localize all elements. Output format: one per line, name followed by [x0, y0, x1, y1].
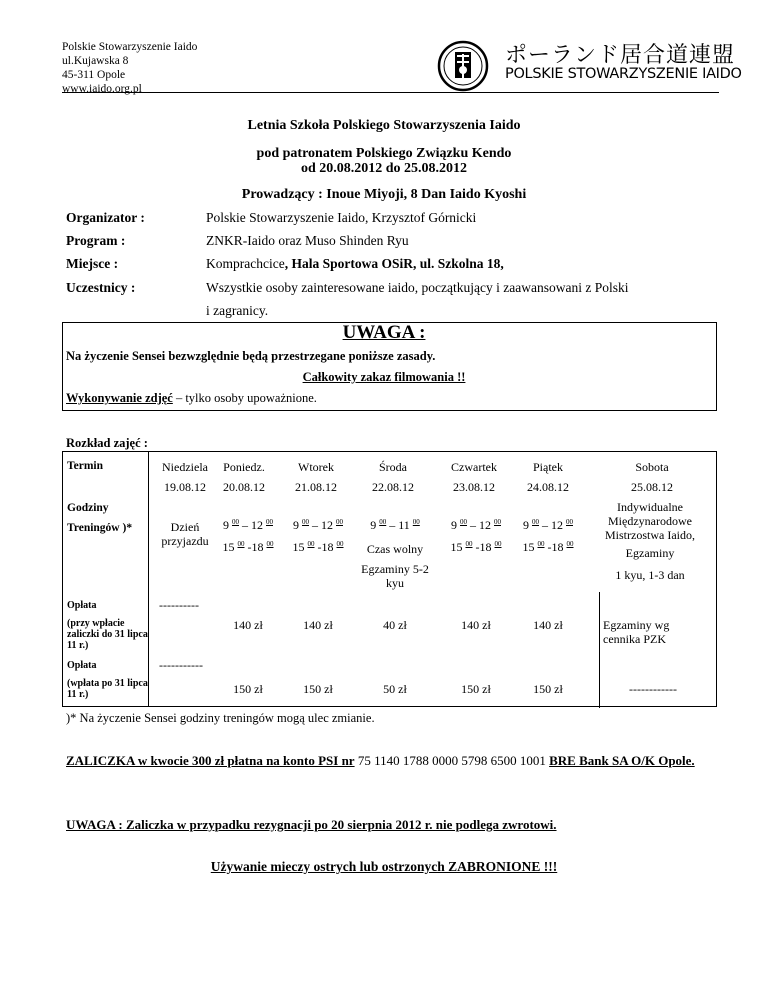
fee-early: 140 zł — [233, 618, 263, 632]
day-date: 21.08.12 — [295, 480, 337, 494]
uczestnicy-value-2: i zagranicy. — [206, 303, 269, 318]
termin-label: Termin — [67, 460, 103, 472]
day-name: Sobota — [635, 460, 669, 474]
afternoon-hours: 15 $^{00}$ -18 $^{00}$ — [292, 540, 344, 554]
day-date: 24.08.12 — [527, 480, 569, 494]
program-value: ZNKR-Iaido oraz Muso Shinden Ryu — [206, 233, 409, 248]
uwaga-line-1: Na życzenie Sensei bezwzględnie będą przestrzegane poniższe zasady. — [66, 349, 436, 363]
free-time: Czas wolny — [366, 542, 424, 556]
day-name: Czwartek — [451, 460, 497, 474]
uwaga-line-2: Całkowity zakaz filmowania !! — [302, 370, 466, 384]
footnote: )* Na życzenie Sensei godziny treningów mogą ulec zmianie. — [66, 711, 375, 725]
day-date: 20.08.12 — [223, 480, 265, 494]
fee-late: 150 zł — [461, 682, 491, 696]
fee-late: 150 zł — [303, 682, 333, 696]
uczestnicy-value-1: Wszystkie osoby zainteresowane iaido, początkujący i zaawansowani z Polski — [206, 280, 629, 295]
title-line-3: od 20.08.2012 do 25.08.2012 — [300, 161, 468, 176]
morning-hours: 9 $^{00}$ – 12 $^{00}$ — [293, 518, 343, 532]
title-line-4: Prowadzący : Inoue Miyoji, 8 Dan Iaido Kyoshi — [241, 187, 527, 202]
saturday-dan: 1 kyu, 1-3 dan — [615, 568, 685, 582]
fee-early: 140 zł — [303, 618, 333, 632]
fee-early-saturday: Egzaminy wg cennika PZK — [603, 618, 670, 646]
godziny-label: Godziny — [67, 502, 109, 514]
fee-early: 140 zł — [533, 618, 563, 632]
uwaga-photo-label: Wykonywanie zdjęć — [66, 391, 173, 405]
fee-late: 150 zł — [533, 682, 563, 696]
dash-sunday-2: ----------- — [159, 658, 203, 672]
day-name: Poniedz. — [223, 460, 265, 474]
sword-notice: Używanie mieczy ostrych lub ostrzonych ZABRONIONE !!! — [210, 859, 558, 874]
day-date: 22.08.12 — [372, 480, 414, 494]
uwaga-title: UWAGA : — [342, 322, 426, 343]
fee-early: 40 zł — [383, 618, 407, 632]
title-line-1: Letnia Szkoła Polskiego Stowarzyszenia Iaido — [247, 118, 521, 133]
header-divider — [62, 92, 719, 93]
column-divider — [599, 592, 600, 708]
miejsce-label: Miejsce : — [66, 256, 119, 271]
afternoon-hours: 15 $^{00}$ -18 $^{00}$ — [222, 540, 274, 554]
zaliczka-account: 75 1140 1788 0000 5798 6500 1001 — [354, 753, 550, 768]
schedule-table — [62, 451, 717, 707]
day-name: Środa — [379, 460, 407, 474]
zaliczka-amount: ZALICZKA w kwocie 300 zł płatna na konto PSI nr — [66, 753, 355, 768]
uwaga-line-3 — [66, 391, 317, 406]
oplata-label-2: Opłata — [67, 660, 97, 671]
oplata-desc-2: (wpłata po 31 lipca 11 r.) — [67, 678, 148, 700]
afternoon-hours: 15 $^{00}$ -18 $^{00}$ — [450, 540, 502, 554]
morning-hours: 9 $^{00}$ – 12 $^{00}$ — [223, 518, 273, 532]
saturday-line-2: Międzynarodowe — [608, 514, 692, 528]
refund-notice: UWAGA : Zaliczka w przypadku rezygnacji po 20 sierpnia 2012 r. nie podlega zwrotowi. — [66, 817, 557, 832]
saturday-exam: Egzaminy — [625, 546, 675, 560]
japanese-title: ポーランド居合道連盟 — [505, 43, 736, 68]
fee-early: 140 zł — [461, 618, 491, 632]
day-date: 25.08.12 — [631, 480, 673, 494]
zaliczka-bank: BRE Bank SA O/K Opole. — [549, 753, 695, 768]
oplata-desc-1: (przy wpłacie zaliczki do 31 lipca 11 r.) — [67, 618, 148, 651]
morning-hours: 9 $^{00}$ – 11 $^{00}$ — [370, 518, 420, 532]
miejsce-city: Komprachcice — [206, 256, 285, 271]
address-line-name: Polskie Stowarzyszenie Iaido — [62, 41, 198, 53]
arrival-day: Dzień przyjazdu — [161, 520, 209, 548]
day-name: Niedziela — [162, 460, 208, 474]
program-label: Program : — [66, 233, 126, 248]
treningow-label: Treningów )* — [67, 522, 133, 534]
title-line-2: pod patronatem Polskiego Związku Kendo — [256, 146, 512, 161]
address-line-website: www.iaido.org.pl — [62, 83, 142, 95]
address-line-street: ul.Kujawska 8 — [62, 55, 129, 67]
day-date: 23.08.12 — [453, 480, 495, 494]
saturday-line-1: Indywidualne — [617, 500, 683, 514]
saturday-line-3: Mistrzostwa Iaido, — [605, 528, 695, 542]
morning-hours: 9 $^{00}$ – 12 $^{00}$ — [451, 518, 501, 532]
fee-late: 150 zł — [233, 682, 263, 696]
afternoon-hours: 15 $^{00}$ -18 $^{00}$ — [522, 540, 574, 554]
day-name: Piątek — [533, 460, 563, 474]
oplata-label-1: Opłata — [67, 600, 97, 611]
address-line-postal: 45-311 Opole — [62, 69, 126, 81]
fee-late: 50 zł — [383, 682, 407, 696]
organization-address — [62, 40, 197, 96]
zaliczka-info — [66, 753, 716, 769]
association-logo — [437, 40, 489, 92]
fee-late-saturday: ------------ — [629, 682, 677, 696]
organizator-value: Polskie Stowarzyszenie Iaido, Krzysztof Górnicki — [206, 210, 477, 225]
uwaga-photo-rest: – tylko osoby upoważnione. — [172, 391, 317, 405]
miejsce-value — [206, 256, 504, 272]
miejsce-venue: , Hala Sportowa OSiR, ul. Szkolna 18, — [284, 256, 504, 271]
dash-sunday-1: ---------- — [159, 598, 199, 612]
exam-kyu: Egzaminy 5-2 kyu — [361, 562, 429, 590]
schedule-title: Rozkład zajęć : — [66, 436, 148, 450]
organizator-label: Organizator : — [66, 210, 145, 225]
morning-hours: 9 $^{00}$ – 12 $^{00}$ — [523, 518, 573, 532]
polish-title: POLSKIE STOWARZYSZENIE IAIDO — [505, 66, 742, 82]
day-name: Wtorek — [298, 460, 334, 474]
day-date: 19.08.12 — [164, 480, 206, 494]
saturday-championship — [583, 500, 717, 542]
uczestnicy-label: Uczestnicy : — [66, 280, 136, 295]
column-divider — [148, 452, 149, 706]
